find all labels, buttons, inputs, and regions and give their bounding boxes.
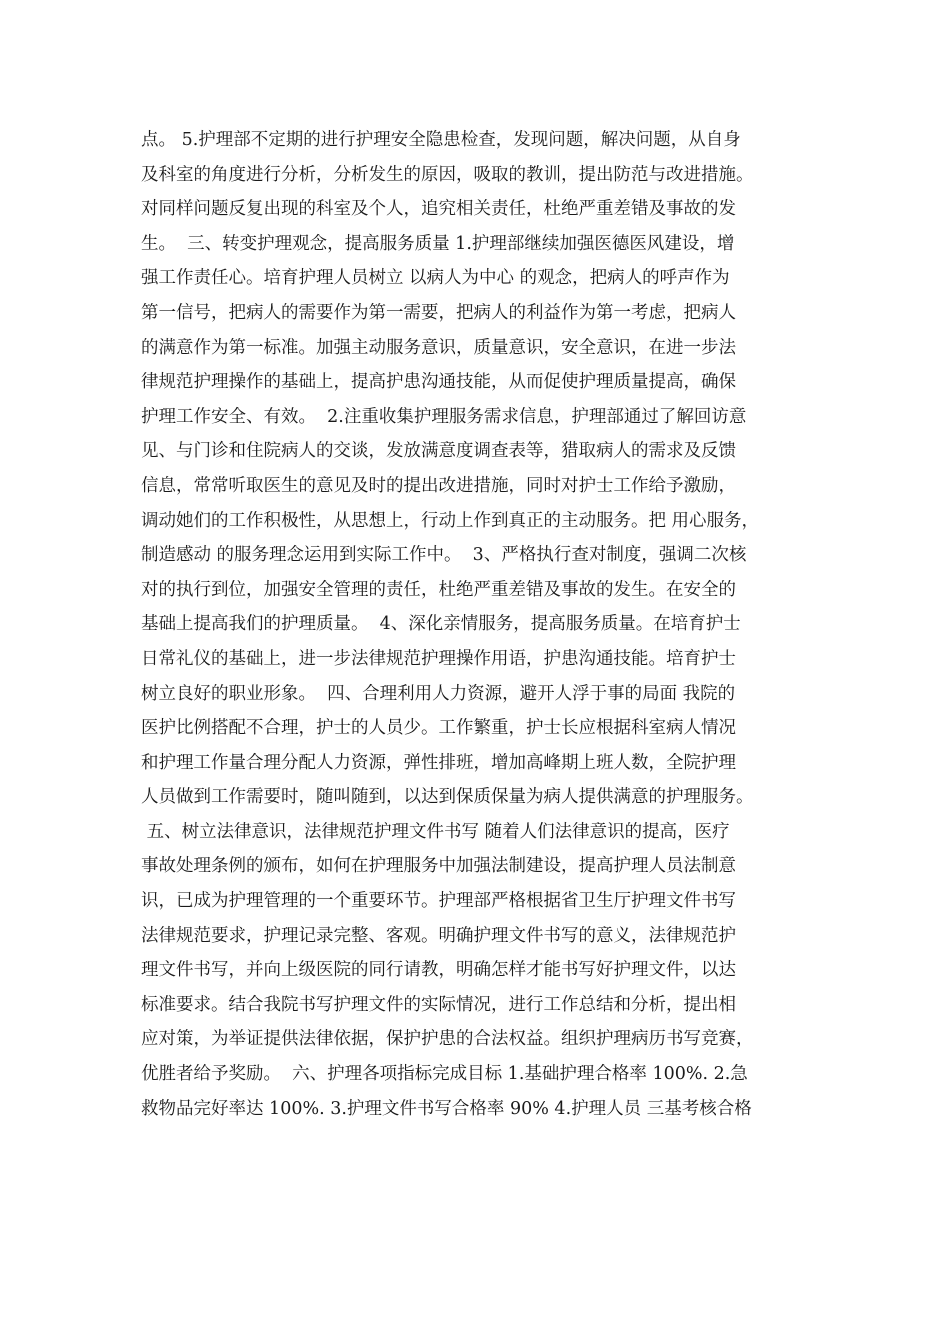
text-line: 律规范护理操作的基础上，提高护患沟通技能，从而促使护理质量提高，确保 [141, 372, 736, 393]
text-line: 救物品完好率达 100%. 3.护理文件书写合格率 90% 4.护理人员 三基考核合格 [141, 1098, 752, 1119]
text-line: 点。 5.护理部不定期的进行护理安全隐患检查，发现问题，解决问题，从自身 [141, 130, 741, 150]
text-line: 医护比例搭配不合理，护士的人员少。工作繁重，护士长应根据科室病人情况 [141, 718, 736, 739]
text-line: 对的执行到位，加强安全管理的责任，杜绝严重差错及事故的发生。在安全的 [141, 579, 736, 600]
text-line: 理文件书写，并向上级医院的同行请教，明确怎样才能书写好护理文件，以达 [141, 960, 736, 981]
text-line: 日常礼仪的基础上，进一步法律规范护理操作用语，护患沟通技能。培育护士 [141, 648, 736, 669]
text-line: 树立良好的职业形象。 四、合理利用人力资源，避开人浮于事的局面 我院的 [141, 683, 736, 704]
text-line: 见、与门诊和住院病人的交谈，发放满意度调查表等，猎取病人的需求及反馈 [141, 441, 736, 462]
text-line: 制造感动 的服务理念运用到实际工作中。 3、严格执行查对制度，强调二次核 [141, 545, 747, 566]
text-line: 生。 三、转变护理观念，提高服务质量 1.护理部继续加强医德医风建设，增 [141, 233, 735, 254]
text-line: 优胜者给予奖励。 六、护理各项指标完成目标 1.基础护理合格率 100%. 2.急 [141, 1064, 748, 1085]
text-line: 法律规范要求，护理记录完整、客观。明确护理文件书写的意义，法律规范护 [141, 925, 736, 946]
text-line: 调动她们的工作积极性，从思想上，行动上作到真正的主动服务。把 用心服务， [141, 510, 760, 531]
text-line: 事故处理条例的颁布，如何在护理服务中加强法制建设，提高护理人员法制意 [141, 856, 736, 877]
body-text [141, 123, 813, 1126]
text-line: 人员做到工作需要时，随叫随到，以达到保质保量为病人提供满意的护理服务。 [141, 787, 754, 808]
text-line: 第一信号，把病人的需要作为第一需要，把病人的利益作为第一考虑，把病人 [141, 302, 736, 323]
text-line: 的满意作为第一标准。加强主动服务意识，质量意识，安全意识，在进一步法 [141, 337, 736, 358]
text-line: 信息，常常听取医生的意见及时的提出改进措施，同时对护士工作给予激励， [141, 475, 736, 496]
text-line: 标准要求。结合我院书写护理文件的实际情况，进行工作总结和分析，提出相 [141, 994, 736, 1015]
text-line: 对同样问题反复出现的科室及个人，追究相关责任，杜绝严重差错及事故的发 [141, 199, 736, 220]
text-line: 基础上提高我们的护理质量。 4、深化亲情服务，提高服务质量。在培育护士 [141, 614, 741, 635]
text-line: 强工作责任心。培育护理人员树立 以病人为中心 的观念，把病人的呼声作为 [141, 268, 730, 289]
text-line: 五、树立法律意识，法律规范护理文件书写 随着人们法律意识的提高，医疗 [141, 821, 730, 842]
text-line: 和护理工作量合理分配人力资源，弹性排班，增加高峰期上班人数，全院护理 [141, 752, 736, 773]
text-line: 识，已成为护理管理的一个重要环节。护理部严格根据省卫生厅护理文件书写 [141, 891, 736, 912]
text-line: 及科室的角度进行分析，分析发生的原因，吸取的教训，提出防范与改进措施。 [141, 164, 754, 185]
text-line: 护理工作安全、有效。 2.注重收集护理服务需求信息，护理部通过了解回访意 [141, 406, 747, 427]
text-line: 应对策，为举证提供法律依据，保护护患的合法权益。组织护理病历书写竞赛， [141, 1029, 754, 1050]
